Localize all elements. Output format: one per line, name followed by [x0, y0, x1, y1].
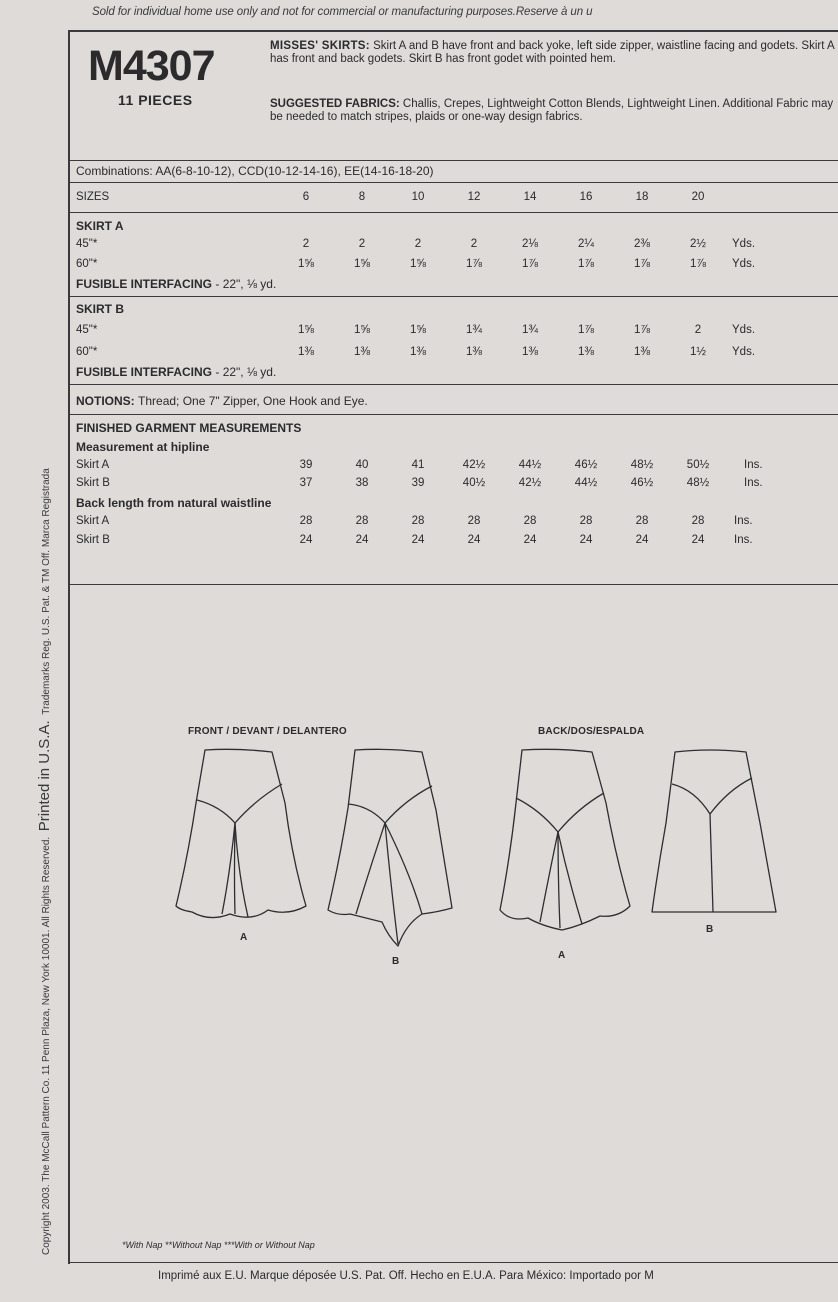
finished-heading: FINISHED GARMENT MEASUREMENTS	[76, 421, 302, 435]
row-label: Skirt A	[76, 515, 110, 527]
yardage-cell: 1⅝	[410, 324, 426, 336]
yardage-cell: 1⅞	[578, 324, 594, 336]
fabrics-heading: SUGGESTED FABRICS:	[270, 98, 400, 110]
size-cell: 8	[358, 191, 366, 203]
notions	[76, 394, 368, 408]
divider	[70, 1262, 838, 1263]
front-skirt-b-drawing	[328, 749, 452, 946]
size-cell: 16	[579, 191, 593, 203]
fabric-width: 60"*	[76, 258, 98, 270]
description-text: Skirt A and B have front and back yoke, left side zipper, waistline facing and godets. Skirt A has front and back godets. Skirt B has front godet with pointed hem.	[270, 40, 835, 65]
unit: Ins.	[734, 515, 753, 527]
interfacing-value: - 22", ⅛ yd.	[215, 365, 277, 379]
yardage-cell: 1⅝	[298, 258, 314, 270]
fabric-width: 45"*	[76, 324, 98, 336]
fusible-interfacing-a	[76, 277, 276, 291]
yardage-row	[76, 238, 836, 254]
measure-cell: 48½	[686, 477, 710, 489]
bottom-notice: Imprimé aux E.U. Marque déposée U.S. Pat. Off. Hecho en E.U.A. Para México: Importado por M	[158, 1270, 654, 1282]
unit: Yds.	[732, 238, 756, 250]
combinations: Combinations: AA(6-8-10-12), CCD(10-12-14-16), EE(14-16-18-20)	[76, 164, 434, 178]
measure-cell: 42½	[518, 477, 542, 489]
measure-cell: 24	[691, 534, 705, 546]
notions-text: Thread; One 7" Zipper, One Hook and Eye.	[138, 394, 368, 408]
front-skirt-a-drawing	[176, 749, 306, 917]
divider	[70, 384, 838, 385]
measure-cell: 28	[691, 515, 705, 527]
divider	[70, 182, 838, 183]
view-label-front-a: A	[240, 932, 248, 943]
measure-cell: 46½	[630, 477, 654, 489]
suggested-fabrics	[270, 98, 838, 123]
size-cell: 6	[302, 191, 310, 203]
back-skirt-b-drawing	[652, 750, 776, 912]
measure-cell: 24	[635, 534, 649, 546]
sizes-label: SIZES	[76, 191, 110, 203]
measure-cell: 37	[299, 477, 313, 489]
yardage-cell: 2	[358, 238, 366, 250]
measure-cell: 48½	[630, 459, 654, 471]
technical-drawings	[70, 588, 838, 1228]
yardage-cell: 2⅜	[634, 238, 650, 250]
side-copyright	[36, 40, 53, 1255]
measure-cell: 24	[411, 534, 425, 546]
interfacing-value: - 22", ⅛ yd.	[215, 277, 277, 291]
yardage-cell: 2½	[690, 238, 706, 250]
unit: Ins.	[734, 534, 753, 546]
side-copyright-text: Copyright 2003. The McCall Pattern Co. 11 Penn Plaza, New York 10001. All Rights Reserved.	[41, 836, 52, 1255]
measure-cell: 28	[355, 515, 369, 527]
measure-cell: 44½	[518, 459, 542, 471]
skirt-a-label: SKIRT A	[76, 219, 124, 233]
yardage-row	[76, 324, 836, 340]
divider	[70, 212, 838, 213]
skirt-b-label: SKIRT B	[76, 302, 124, 316]
yardage-cell: 1⅝	[298, 324, 314, 336]
row-label: Skirt B	[76, 534, 110, 546]
top-notice: Sold for individual home use only and not for commercial or manufacturing purposes.Reserve à un u	[92, 6, 593, 18]
measure-cell: 44½	[574, 477, 598, 489]
interfacing-label: FUSIBLE INTERFACING	[76, 365, 213, 379]
divider	[70, 296, 838, 297]
measure-cell: 39	[299, 459, 313, 471]
yardage-cell: 1¾	[522, 324, 538, 336]
yardage-cell: 1¾	[466, 324, 482, 336]
yardage-cell: 2⅛	[522, 238, 538, 250]
yardage-cell: 1⅜	[410, 346, 426, 358]
yardage-cell: 1⅞	[634, 324, 650, 336]
yardage-cell: 1½	[690, 346, 706, 358]
yardage-cell: 1⅞	[690, 258, 706, 270]
pattern-number: M4307	[88, 42, 215, 90]
yardage-cell: 1⅜	[522, 346, 538, 358]
yardage-cell: 1⅜	[634, 346, 650, 358]
yardage-cell: 1⅞	[578, 258, 594, 270]
measure-cell: 28	[467, 515, 481, 527]
view-label-back-b: B	[706, 924, 714, 935]
measure-cell: 28	[579, 515, 593, 527]
sizes-row	[76, 191, 836, 207]
unit: Yds.	[732, 258, 756, 270]
divider	[70, 414, 838, 415]
backlength-row	[76, 515, 836, 531]
yardage-cell: 2	[302, 238, 310, 250]
interfacing-label: FUSIBLE INTERFACING	[76, 277, 213, 291]
yardage-cell: 2	[470, 238, 478, 250]
back-skirt-a-drawing	[500, 749, 630, 930]
yardage-cell: 1⅞	[522, 258, 538, 270]
measure-cell: 38	[355, 477, 369, 489]
size-cell: 12	[467, 191, 481, 203]
size-cell: 10	[411, 191, 425, 203]
unit: Ins.	[744, 459, 763, 471]
size-cell: 20	[691, 191, 705, 203]
printed-in-usa: Printed in U.S.A.	[36, 720, 53, 832]
measure-cell: 40	[355, 459, 369, 471]
measure-cell: 40½	[462, 477, 486, 489]
hipline-heading: Measurement at hipline	[76, 440, 210, 454]
size-cell: 18	[635, 191, 649, 203]
measure-cell: 24	[523, 534, 537, 546]
measure-cell: 24	[579, 534, 593, 546]
yardage-cell: 1⅞	[466, 258, 482, 270]
yardage-cell: 1⅜	[354, 346, 370, 358]
row-label: Skirt B	[76, 477, 110, 489]
yardage-row	[76, 258, 836, 274]
hipline-row	[76, 459, 836, 475]
measure-cell: 24	[299, 534, 313, 546]
fusible-interfacing-b	[76, 365, 276, 379]
yardage-cell: 1⅜	[578, 346, 594, 358]
yardage-cell: 1⅜	[298, 346, 314, 358]
yardage-cell: 1⅝	[354, 258, 370, 270]
view-label-back-a: A	[558, 950, 566, 961]
measure-cell: 24	[467, 534, 481, 546]
unit: Yds.	[732, 324, 756, 336]
unit: Ins.	[744, 477, 763, 489]
row-label: Skirt A	[76, 459, 110, 471]
measure-cell: 28	[411, 515, 425, 527]
yardage-cell: 2	[694, 324, 702, 336]
trademark-text: Trademarks Reg. U.S. Pat. & TM Off. Marca Registrada	[41, 468, 52, 715]
description	[270, 40, 838, 65]
yardage-row	[76, 346, 836, 362]
unit: Yds.	[732, 346, 756, 358]
front-caption: FRONT / DEVANT / DELANTERO	[188, 726, 347, 737]
skirt-drawings	[70, 588, 838, 1228]
fabrics-text: Challis, Crepes, Lightweight Cotton Blends, Lightweight Linen. Additional Fabric may be needed to match stripes, plaids or one-way design fabrics.	[270, 98, 834, 123]
size-cell: 14	[523, 191, 537, 203]
nap-footnote: *With Nap **Without Nap ***With or Without Nap	[122, 1240, 315, 1250]
measure-cell: 39	[411, 477, 425, 489]
fabric-width: 45"*	[76, 238, 98, 250]
backlength-row	[76, 534, 836, 550]
view-label-front-b: B	[392, 956, 400, 967]
yardage-cell: 1⅝	[410, 258, 426, 270]
divider	[70, 584, 838, 585]
backlength-heading: Back length from natural waistline	[76, 496, 272, 510]
yardage-cell: 1⅜	[466, 346, 482, 358]
measure-cell: 46½	[574, 459, 598, 471]
yardage-cell: 1⅝	[354, 324, 370, 336]
yardage-cell: 1⅞	[634, 258, 650, 270]
measure-cell: 24	[355, 534, 369, 546]
fabric-width: 60"*	[76, 346, 98, 358]
measure-cell: 41	[411, 459, 425, 471]
yardage-cell: 2	[414, 238, 422, 250]
yardage-cell: 2¼	[578, 238, 594, 250]
pieces-count: 11 PIECES	[118, 92, 193, 108]
divider	[70, 160, 838, 161]
measure-cell: 28	[299, 515, 313, 527]
measure-cell: 28	[635, 515, 649, 527]
back-caption: BACK/DOS/ESPALDA	[538, 726, 645, 737]
description-heading: MISSES' SKIRTS:	[270, 40, 370, 52]
hipline-row	[76, 477, 836, 493]
measure-cell: 50½	[686, 459, 710, 471]
notions-label: NOTIONS:	[76, 394, 135, 408]
measure-cell: 28	[523, 515, 537, 527]
measure-cell: 42½	[462, 459, 486, 471]
